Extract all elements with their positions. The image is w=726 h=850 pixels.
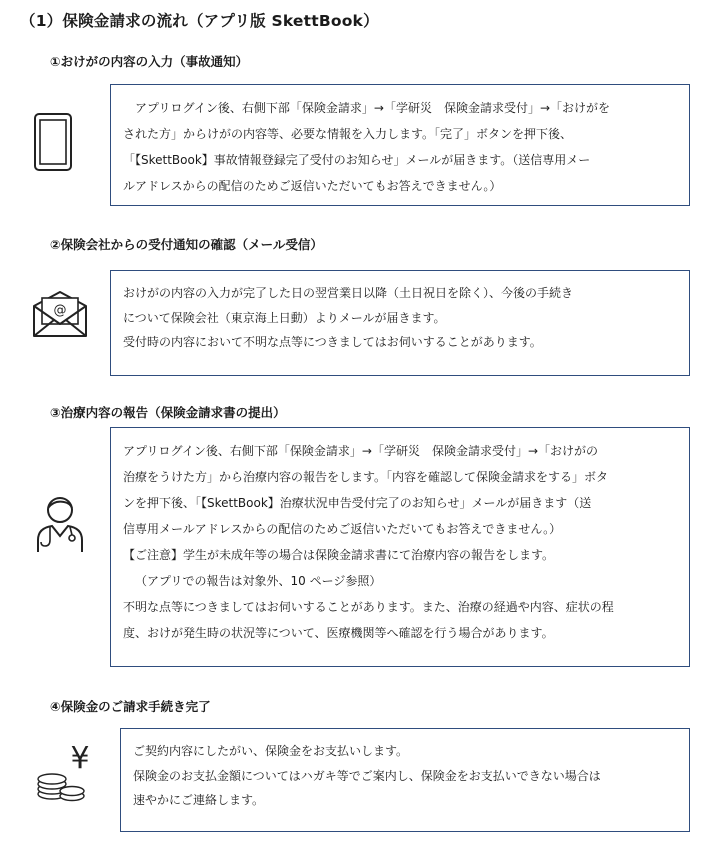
yen-coins-icon <box>32 736 102 806</box>
step-3-line: ンを押下後、「【SkettBook】治療状況申告受付完了のお知らせ」メールが届きます（送 <box>123 496 592 510</box>
email-envelope-icon <box>30 290 90 338</box>
svg-text:¥: ¥ <box>70 741 90 776</box>
step-1-box <box>110 84 690 206</box>
step-1-line: された方」からけがの内容等、必要な情報を入力します。「完了」ボタンを押下後、 <box>123 127 573 141</box>
page-title: （1）保険金請求の流れ（アプリ版 SkettBook） <box>20 12 379 30</box>
step-4-line: ご契約内容にしたがい、保険金をお支払いします。 <box>133 744 409 758</box>
step-1-line: ルアドレスからの配信のためご返信いただいてもお答えできません。） <box>123 179 502 193</box>
step-3-line: 度、おけが発生時の状況等について、医療機関等へ確認を行う場合があります。 <box>123 626 554 640</box>
step-4-heading: ④保険金のご請求手続き完了 <box>50 699 211 714</box>
step-1-line: アプリログイン後、右側下部「保険金請求」→「学研災 保険金請求受付」→「おけがを <box>123 101 611 115</box>
step-3-line: 信専用メールアドレスからの配信のためご返信いただいてもお答えできません。） <box>123 522 562 536</box>
step-1-heading: ①おけがの内容の入力（事故通知） <box>50 54 249 69</box>
step-3-line: （アプリでの報告は対象外、10 ページ参照） <box>135 574 382 588</box>
step-2-line: 受付時の内容において不明な点等につきましてはお伺いすることがあります。 <box>123 335 542 349</box>
step-1-line: 「【SkettBook】事故情報登録完了受付のお知らせ」メールが届きます。（送信専用メー <box>123 153 591 167</box>
step-3-line: 【ご注意】学生が未成年等の場合は保険金請求書にて治療内容の報告をします。 <box>123 548 555 562</box>
step-4-box <box>120 728 690 832</box>
smartphone-icon <box>32 112 74 172</box>
step-4-line: 速やかにご連絡します。 <box>133 793 265 807</box>
step-2-line: について保険会社（東京海上日動）よりメールが届きます。 <box>123 310 446 325</box>
step-3-box <box>110 427 690 667</box>
step-3-line: 不明な点等につきましてはお伺いすることがあります。また、治療の経過や内容、症状の程 <box>123 600 614 614</box>
step-2-line: おけがの内容の入力が完了した日の翌営業日以降（土日祝日を除く）、今後の手続き <box>123 286 574 300</box>
step-4-line: 保険金のお支払金額についてはハガキ等でご案内し、保険金をお支払いできない場合は <box>133 768 601 783</box>
svg-text:@: @ <box>53 303 67 318</box>
step-2-heading: ②保険会社からの受付通知の確認（メール受信） <box>50 237 323 252</box>
step-2-box <box>110 270 690 376</box>
step-3-line: 治療をうけた方」から治療内容の報告をします。「内容を確認して保険金請求をする」ボタ <box>123 470 609 484</box>
doctor-icon <box>34 492 86 554</box>
step-3-heading: ③治療内容の報告（保険金請求書の提出） <box>50 405 286 420</box>
step-3-line: アプリログイン後、右側下部「保険金請求」→「学研災 保険金請求受付」→「おけがの <box>123 444 599 458</box>
